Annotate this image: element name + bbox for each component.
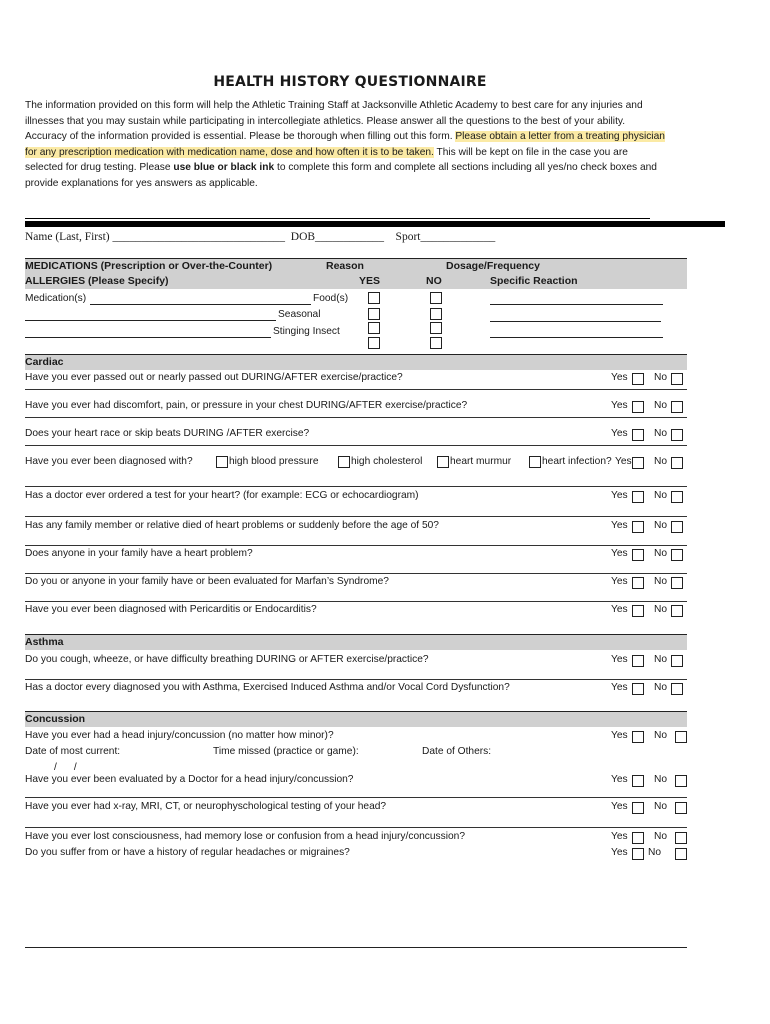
yes-label: Yes bbox=[611, 548, 628, 559]
cardiac-title: Cardiac bbox=[25, 356, 64, 368]
no-checkbox[interactable] bbox=[671, 605, 683, 617]
no-checkbox[interactable] bbox=[671, 491, 683, 503]
intro-bold: use blue or black ink bbox=[173, 162, 275, 174]
no-label: No bbox=[648, 847, 662, 858]
no-checkbox[interactable] bbox=[671, 429, 683, 441]
no-checkbox[interactable] bbox=[671, 549, 683, 561]
high-cholesterol-checkbox[interactable] bbox=[338, 456, 350, 468]
no-checkbox[interactable] bbox=[671, 401, 683, 413]
yes-checkbox[interactable] bbox=[632, 775, 644, 787]
high-blood-pressure-label: high blood pressure bbox=[229, 456, 319, 467]
medications-header bbox=[25, 258, 687, 289]
cardiac-header bbox=[25, 354, 687, 370]
heart-murmur-label: heart murmur bbox=[450, 456, 512, 467]
no-label: No bbox=[654, 730, 668, 741]
medication-line-3[interactable] bbox=[25, 337, 271, 338]
yes-checkbox[interactable] bbox=[632, 429, 644, 441]
row-divider bbox=[25, 389, 687, 390]
yes-label: Yes bbox=[615, 456, 632, 467]
seasonal-no-checkbox[interactable] bbox=[430, 308, 442, 320]
row-divider bbox=[25, 679, 687, 680]
cardiac-q1: Have you ever passed out or nearly passed out DURING/AFTER exercise/practice? bbox=[25, 372, 403, 383]
no-checkbox[interactable] bbox=[675, 731, 687, 743]
yes-checkbox[interactable] bbox=[632, 683, 644, 695]
yes-label: Yes bbox=[611, 801, 628, 812]
row-divider bbox=[25, 445, 687, 446]
no-label: No bbox=[654, 548, 668, 559]
yes-checkbox[interactable] bbox=[632, 832, 644, 844]
yes-checkbox[interactable] bbox=[632, 655, 644, 667]
asthma-q1: Do you cough, wheeze, or have difficulty breathing DURING or AFTER exercise/practice? bbox=[25, 654, 429, 665]
row-divider bbox=[25, 486, 687, 487]
yes-checkbox[interactable] bbox=[632, 491, 644, 503]
reaction-header: Specific Reaction bbox=[490, 275, 578, 287]
no-checkbox[interactable] bbox=[671, 457, 683, 469]
footer-line bbox=[25, 947, 687, 948]
row-divider bbox=[25, 417, 687, 418]
no-header: NO bbox=[426, 275, 442, 287]
yes-label: Yes bbox=[611, 682, 628, 693]
intro-paragraph bbox=[25, 98, 665, 192]
no-label: No bbox=[654, 604, 668, 615]
yes-checkbox[interactable] bbox=[632, 605, 644, 617]
yes-checkbox[interactable] bbox=[632, 549, 644, 561]
yes-label: Yes bbox=[611, 774, 628, 785]
asthma-title: Asthma bbox=[25, 636, 64, 648]
yes-label: Yes bbox=[611, 604, 628, 615]
yes-label: Yes bbox=[611, 831, 628, 842]
yes-label: Yes bbox=[611, 654, 628, 665]
no-checkbox[interactable] bbox=[675, 848, 687, 860]
yes-checkbox[interactable] bbox=[632, 401, 644, 413]
yes-header: YES bbox=[359, 275, 381, 287]
no-checkbox[interactable] bbox=[671, 683, 683, 695]
reaction-line-foods[interactable] bbox=[490, 304, 663, 305]
heart-murmur-checkbox[interactable] bbox=[437, 456, 449, 468]
asthma-q2: Has a doctor every diagnosed you with Asthma, Exercised Induced Asthma and/or Vocal Cord Dysfunction? bbox=[25, 682, 510, 693]
extra-no-checkbox[interactable] bbox=[430, 337, 442, 349]
concussion-q3: Have you ever had x-ray, MRI, CT, or neurophyschological testing of your head? bbox=[25, 801, 387, 812]
no-label: No bbox=[654, 428, 668, 439]
row-divider bbox=[25, 573, 687, 574]
row-divider bbox=[25, 545, 687, 546]
high-cholesterol-label: high cholesterol bbox=[351, 456, 423, 467]
divider-thin bbox=[25, 218, 650, 219]
cardiac-q3: Does your heart race or skip beats DURING /AFTER exercise? bbox=[25, 428, 310, 439]
seasonal-label: Seasonal bbox=[278, 309, 321, 320]
no-checkbox[interactable] bbox=[675, 802, 687, 814]
name-dob-sport-line bbox=[25, 231, 495, 243]
allergies-title: ALLERGIES (Please Specify) bbox=[25, 275, 169, 287]
yes-checkbox[interactable] bbox=[632, 731, 644, 743]
medication-label: Medication(s) bbox=[25, 293, 87, 304]
concussion-q5: Do you suffer from or have a history of regular headaches or migraines? bbox=[25, 847, 350, 858]
yes-checkbox[interactable] bbox=[632, 521, 644, 533]
no-label: No bbox=[654, 682, 668, 693]
concussion-title: Concussion bbox=[25, 713, 86, 725]
concussion-header bbox=[25, 711, 687, 727]
high-blood-pressure-checkbox[interactable] bbox=[216, 456, 228, 468]
yes-checkbox[interactable] bbox=[632, 802, 644, 814]
reason-header: Reason bbox=[326, 260, 364, 272]
no-label: No bbox=[654, 490, 668, 501]
heart-infection-checkbox[interactable] bbox=[529, 456, 541, 468]
no-checkbox[interactable] bbox=[675, 775, 687, 787]
no-checkbox[interactable] bbox=[675, 832, 687, 844]
yes-label: Yes bbox=[611, 730, 628, 741]
date-most-current-label: Date of most current: bbox=[25, 746, 121, 757]
insect-label: Stinging Insect bbox=[273, 326, 340, 337]
row-divider bbox=[25, 797, 687, 798]
no-label: No bbox=[654, 654, 668, 665]
seasonal-yes-checkbox[interactable] bbox=[368, 308, 380, 320]
yes-label: Yes bbox=[611, 520, 628, 531]
cardiac-q7: Does anyone in your family have a heart problem? bbox=[25, 548, 253, 559]
row-divider bbox=[25, 516, 687, 517]
intro-text-1: The information provided on this form will help the Athletic Training Staff at Jacksonville Athletic Academy to best care for any injuries and illnesses that you may sustain while participating in intercollegiate athletics. Please answer all the questions to the best of your ability. Accuracy of the information provided is essential. Please be thorough when filling out this form. bbox=[25, 100, 643, 143]
no-checkbox[interactable] bbox=[671, 521, 683, 533]
insect-no-checkbox[interactable] bbox=[430, 322, 442, 334]
row-divider bbox=[25, 601, 687, 602]
intro-text-3: to complete this form and complete all sections including all yes/no check boxes and provide explanations for yes answers as applicable. bbox=[25, 162, 657, 189]
cardiac-q9: Have you ever been diagnosed with Pericarditis or Endocarditis? bbox=[25, 604, 317, 615]
divider-thick bbox=[25, 221, 725, 227]
yes-label: Yes bbox=[611, 400, 628, 411]
concussion-q2: Have you ever been evaluated by a Doctor for a head injury/concussion? bbox=[25, 774, 354, 785]
concussion-q4: Have you ever lost consciousness, had memory lose or confusion from a head injury/concussion? bbox=[25, 831, 465, 842]
insect-yes-checkbox[interactable] bbox=[368, 322, 380, 334]
cardiac-q2: Have you ever had discomfort, pain, or pressure in your chest DURING/AFTER exercise/practice? bbox=[25, 400, 468, 411]
date-slashes[interactable]: / / bbox=[54, 762, 77, 773]
yes-label: Yes bbox=[611, 490, 628, 501]
time-missed-label: Time missed (practice or game): bbox=[213, 746, 359, 757]
yes-label: Yes bbox=[611, 847, 628, 858]
reaction-line-seasonal[interactable] bbox=[490, 321, 661, 322]
no-label: No bbox=[654, 456, 668, 467]
yes-checkbox[interactable] bbox=[632, 457, 644, 469]
form-title: HEALTH HISTORY QUESTIONNAIRE bbox=[213, 74, 487, 90]
intro-highlight: Please obtain a letter from a treating physician for any prescription medication with medication name, dose and how often it is to be taken. bbox=[25, 131, 665, 158]
reaction-line-insect[interactable] bbox=[490, 337, 663, 338]
dob-field[interactable]: DOB____________ bbox=[290, 231, 385, 243]
dosage-header: Dosage/Frequency bbox=[446, 260, 540, 272]
name-field[interactable]: Name (Last, First) ______________________________ bbox=[25, 231, 286, 243]
medication-line-1[interactable] bbox=[90, 304, 311, 305]
no-label: No bbox=[654, 372, 668, 383]
no-label: No bbox=[654, 774, 668, 785]
extra-yes-checkbox[interactable] bbox=[368, 337, 380, 349]
date-others-label: Date of Others: bbox=[422, 746, 492, 757]
no-checkbox[interactable] bbox=[671, 655, 683, 667]
no-label: No bbox=[654, 801, 668, 812]
no-label: No bbox=[654, 520, 668, 531]
yes-label: Yes bbox=[611, 372, 628, 383]
cardiac-q6: Has any family member or relative died of heart problems or suddenly before the age of 50? bbox=[25, 520, 439, 531]
yes-checkbox[interactable] bbox=[632, 848, 644, 860]
no-label: No bbox=[654, 400, 668, 411]
cardiac-q5: Has a doctor ever ordered a test for your heart? (for example: ECG or echocardiogram) bbox=[25, 490, 419, 501]
row-divider bbox=[25, 827, 687, 828]
medication-line-2[interactable] bbox=[25, 320, 276, 321]
no-checkbox[interactable] bbox=[671, 373, 683, 385]
no-label: No bbox=[654, 576, 668, 587]
cardiac-q4: Have you ever been diagnosed with? bbox=[25, 456, 193, 467]
foods-label: Food(s) bbox=[313, 293, 349, 304]
foods-no-checkbox[interactable] bbox=[430, 292, 442, 304]
heart-infection-label: heart infection? bbox=[542, 456, 612, 467]
cardiac-q8: Do you or anyone in your family have or been evaluated for Marfan’s Syndrome? bbox=[25, 576, 389, 587]
no-checkbox[interactable] bbox=[671, 577, 683, 589]
yes-checkbox[interactable] bbox=[632, 373, 644, 385]
sport-field[interactable]: Sport_____________ bbox=[395, 231, 496, 243]
medications-title: MEDICATIONS (Prescription or Over-the-Counter) bbox=[25, 260, 273, 272]
yes-checkbox[interactable] bbox=[632, 577, 644, 589]
foods-yes-checkbox[interactable] bbox=[368, 292, 380, 304]
intro-text-2: This will be kept on file in the case you are selected for drug testing. Please bbox=[25, 146, 628, 174]
yes-label: Yes bbox=[611, 576, 628, 587]
asthma-header bbox=[25, 634, 687, 650]
yes-label: Yes bbox=[611, 428, 628, 439]
concussion-q1: Have you ever had a head injury/concussion (no matter how minor)? bbox=[25, 730, 334, 741]
no-label: No bbox=[654, 831, 668, 842]
